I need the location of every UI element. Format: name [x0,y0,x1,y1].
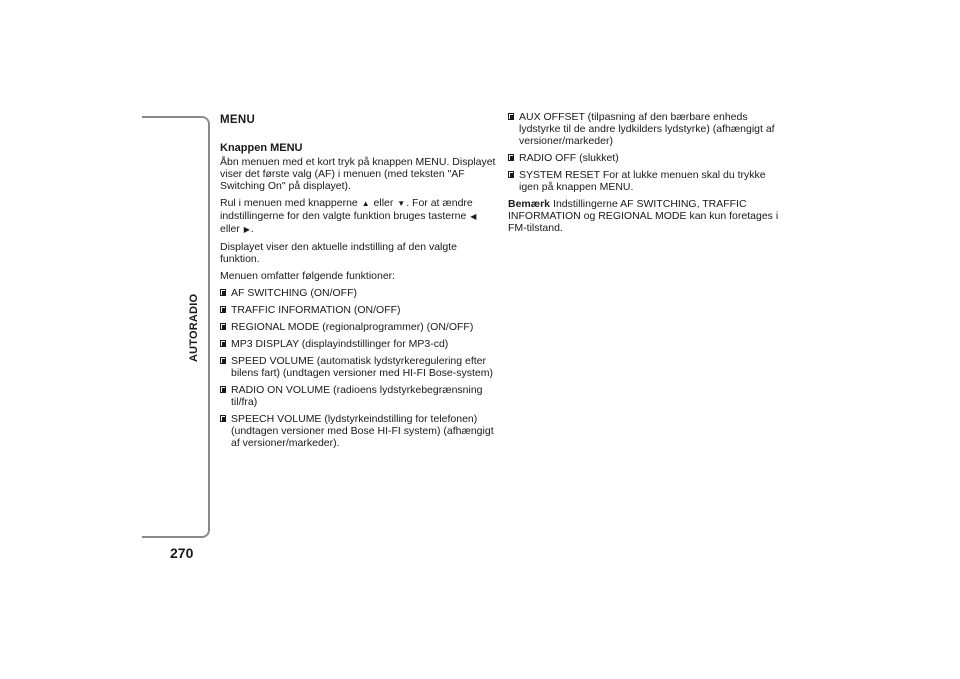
list-item-text: SPEECH VOLUME (lydstyrkeindstilling for telefonen) (undtagen versioner med Bose HI-FI system) (afhængigt af versioner/markeder). [231,413,494,449]
list-item [508,111,780,147]
text-run: eller [220,223,240,235]
text-run: eller [373,197,394,209]
checkbox-bullet-icon [220,415,226,422]
function-list [220,287,496,449]
triangle-right-icon: ▶ [243,225,250,234]
text-run: . [250,223,254,235]
page-number: 270 [170,545,194,561]
paragraph: Displayet viser den aktuelle indstilling af den valgte funktion. [220,241,457,265]
checkbox-bullet-icon [220,323,226,330]
list-item [220,287,496,299]
list-item-text: AUX OFFSET (tilpasning af den bærbare enheds lydstyrke til de andre lydkilders lydstyrke) (afhængigt af versioner/markeder) [519,111,775,147]
checkbox-bullet-icon [220,340,226,347]
triangle-down-icon: ▼ [397,199,406,208]
section-heading: MENU [220,114,256,126]
left-column [220,114,496,454]
function-list-continued [508,111,780,193]
list-item-text: REGIONAL MODE (regionalprogrammer) (ON/OFF) [231,321,474,333]
list-item [220,355,496,379]
list-item [220,338,496,350]
paragraph: Menuen omfatter følgende funktioner: [220,270,396,282]
checkbox-bullet-icon [220,306,226,313]
subsection-heading: Knappen MENU [220,142,303,154]
list-item-text: RADIO OFF (slukket) [519,152,619,164]
list-item [220,304,496,316]
text-run: . For at ændre indstillingerne for den valgte funktion bruges tasterne [220,197,473,222]
section-side-label: AUTORADIO [188,293,200,362]
checkbox-bullet-icon [508,154,514,161]
list-item-text: MP3 DISPLAY (displayindstillinger for MP3-cd) [231,338,449,350]
list-item [220,384,496,408]
triangle-up-icon: ▲ [361,199,370,208]
triangle-left-icon: ◀ [470,212,477,221]
list-item-text: TRAFFIC INFORMATION (ON/OFF) [231,304,401,316]
list-item [508,169,780,193]
list-item-text: RADIO ON VOLUME (radioens lydstyrkebegrænsning til/fra) [231,384,483,408]
note-label: Bemærk [508,198,551,210]
text-run: Rul i menuen med knapperne [220,197,358,209]
note-paragraph [508,198,780,234]
list-item-text: SYSTEM RESET For at lukke menuen skal du trykke igen på knappen MENU. [519,169,766,193]
paragraph [220,197,496,236]
checkbox-bullet-icon [220,386,226,393]
checkbox-bullet-icon [508,113,514,120]
list-item [220,413,496,449]
list-item-text: SPEED VOLUME (automatisk lydstyrkeregulering efter bilens fart) (undtagen versioner med HI-FI Bose-system) [231,355,494,379]
checkbox-bullet-icon [220,357,226,364]
note-text: Indstillingerne AF SWITCHING, TRAFFIC INFORMATION og REGIONAL MODE kan kun foretages i FM-tilstand. [508,198,779,234]
list-item-text: AF SWITCHING (ON/OFF) [231,287,357,299]
checkbox-bullet-icon [220,289,226,296]
checkbox-bullet-icon [508,171,514,178]
list-item [508,152,780,164]
right-column [508,111,780,239]
list-item [220,321,496,333]
paragraph: Åbn menuen med et kort tryk på knappen MENU. Displayet viser det første valg (AF) i menuen (med teksten "AF Switching On" på displayet). [220,156,496,192]
